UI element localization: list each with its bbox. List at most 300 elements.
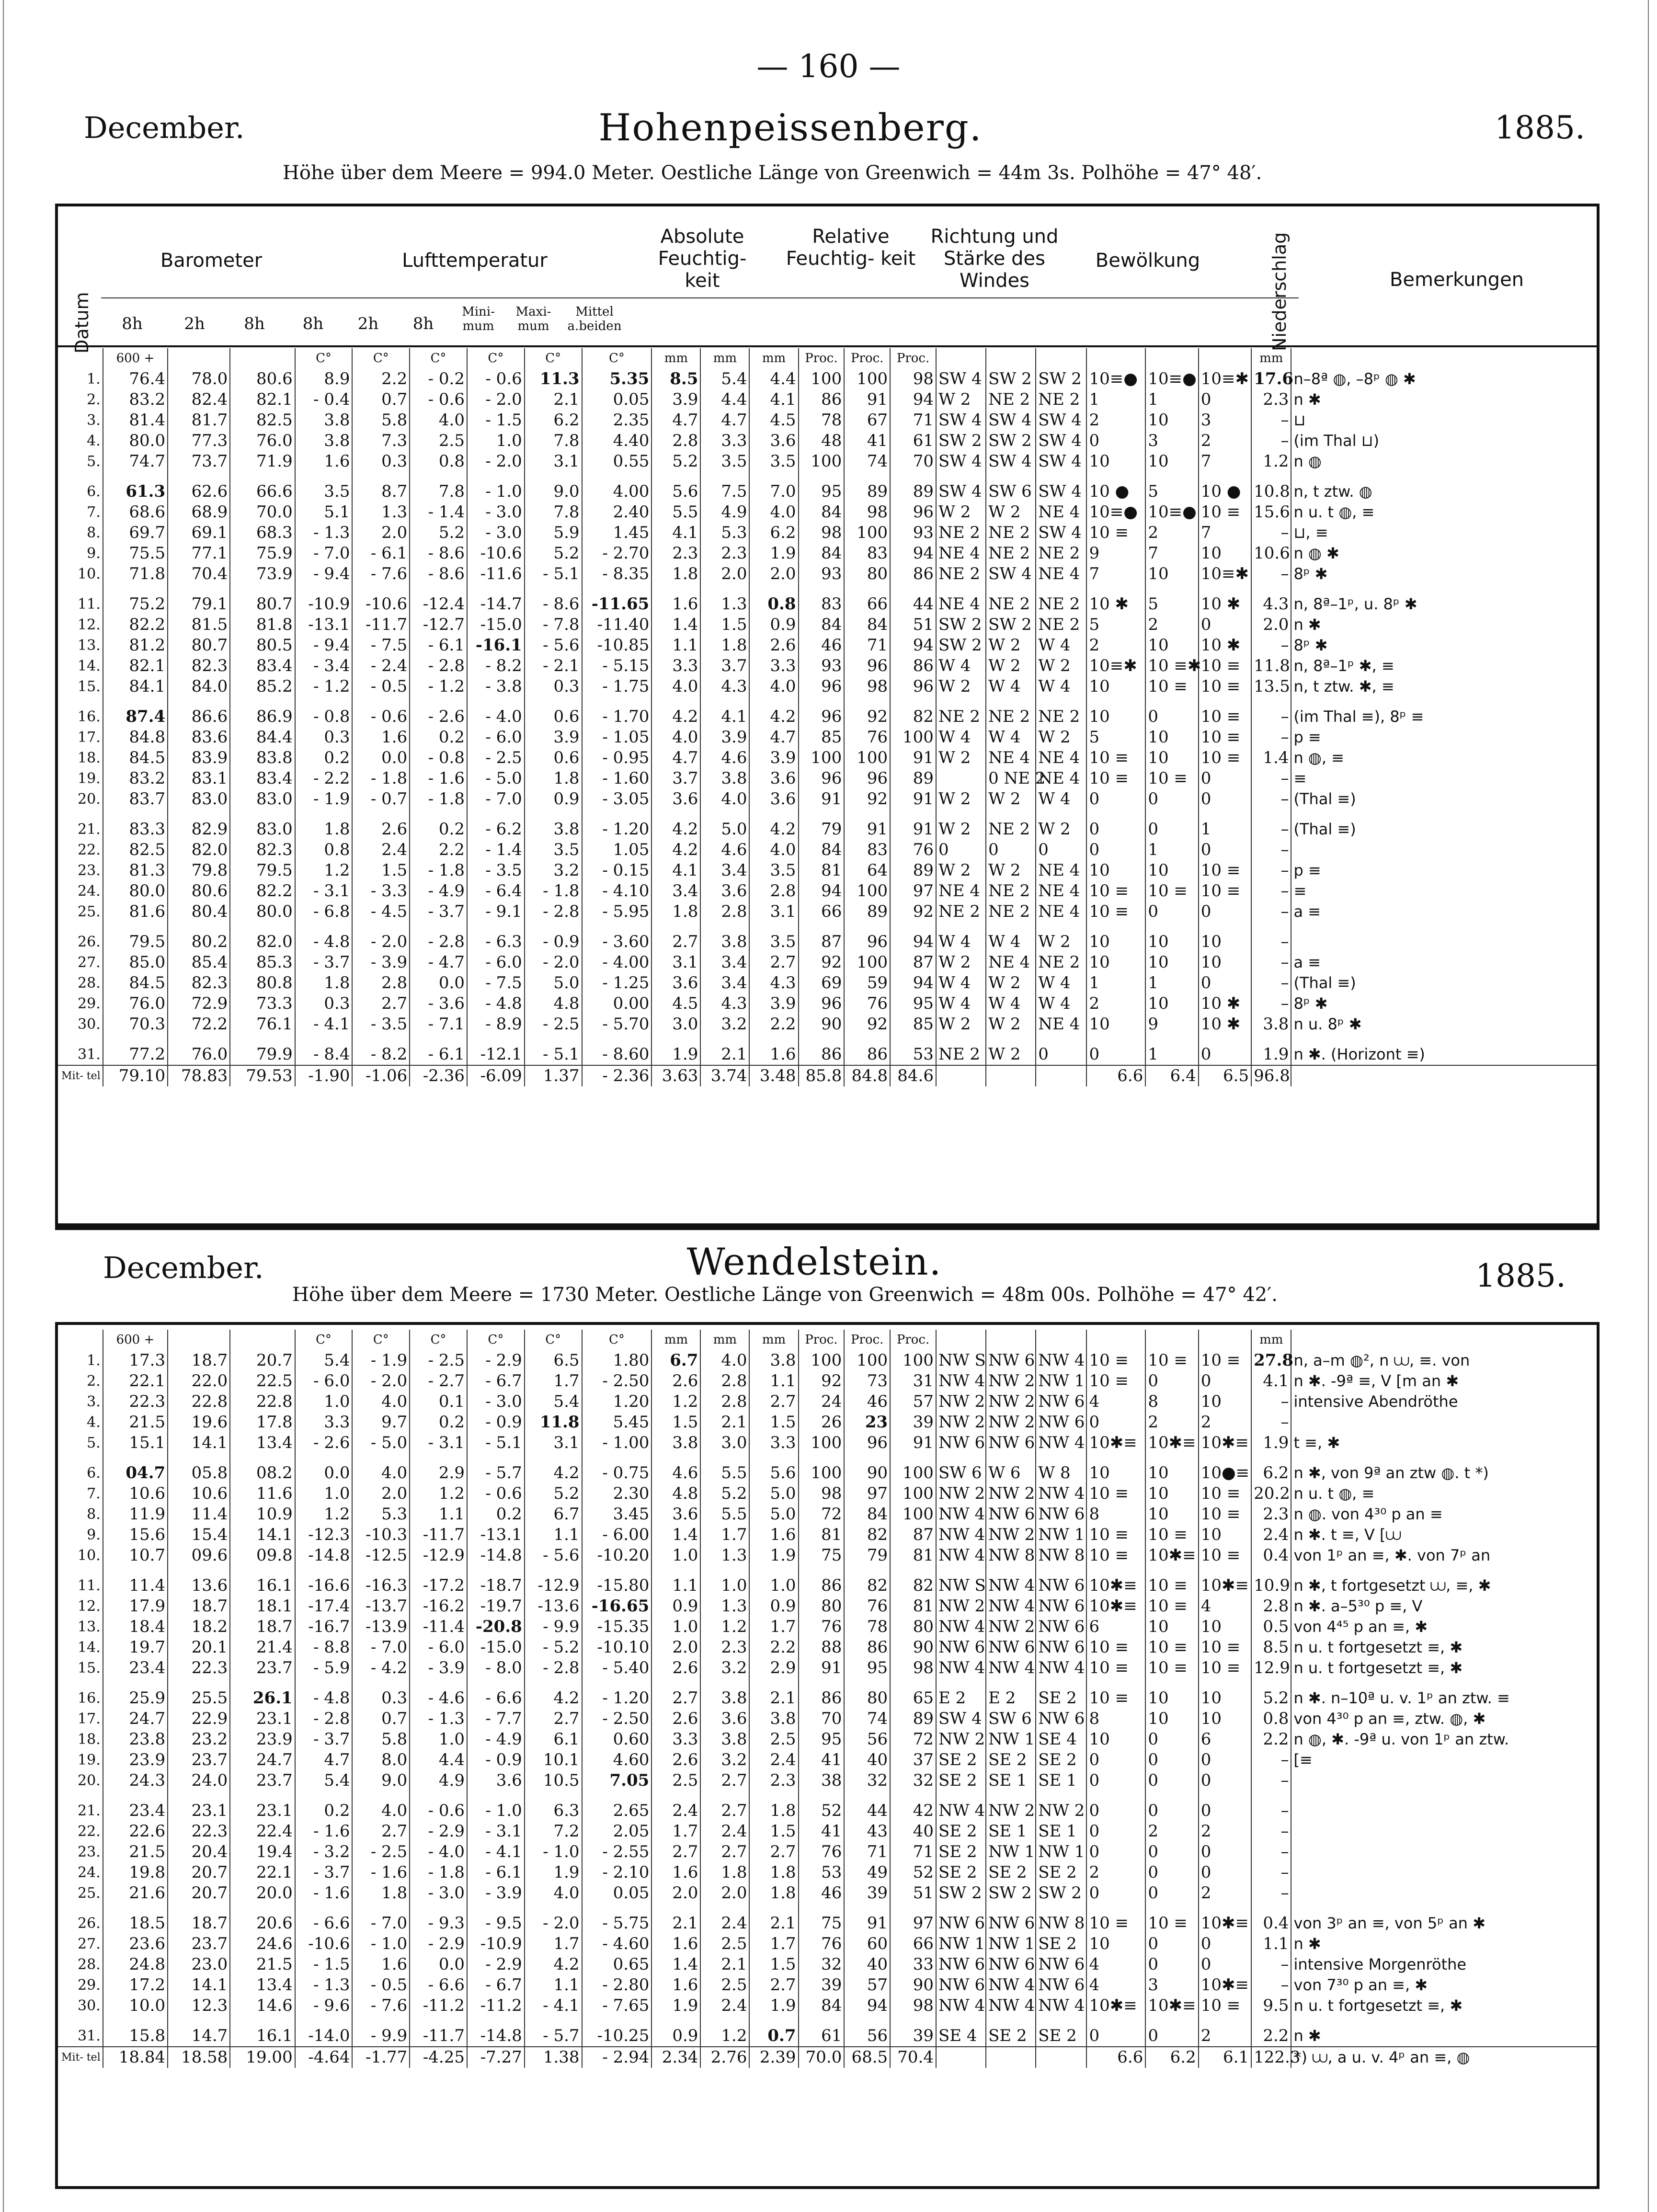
hp-cell-temp-max: 6.2 [525,410,582,431]
hp-cell-temp-max: 3.9 [525,727,582,748]
ws-cell-rel-2h: 43 [844,1821,890,1842]
ws-cell-rel-8h: 100 [799,1350,845,1371]
ws-cell-cloud-8h: 0 [1086,1821,1145,1842]
hp-cell-temp-min: - 4.8 [467,993,525,1014]
hp-cell-temp-8h2: - 2.6 [410,707,467,727]
ws-cell-niederschlag: 20.2 [1251,1483,1291,1504]
hp-unit-rel-8h2: Proc. [890,348,936,369]
ws-unit-cloud-8h [1086,1330,1145,1350]
hp-cell-abs-2h: 1.3 [700,594,749,615]
ws-cell-bemerkungen: n ✱, t fortgesetzt ⩊, ≡, ✱ [1291,1575,1597,1596]
ws-cell-temp-min: - 6.6 [467,1688,525,1709]
hp-cell-baro-8h2: 83.8 [230,748,295,768]
hp-cell-rel-8h: 84 [799,502,845,523]
ws-cell-niederschlag: 5.2 [1251,1688,1291,1709]
hp-cell-baro-2h: 83.6 [168,727,230,748]
ws-cell-baro-8h2: 23.9 [230,1729,295,1750]
ws-cell-bemerkungen [1291,1862,1597,1883]
hp-cell-datum: 23. [78,862,101,879]
hp-cell-rel-8h: 78 [799,410,845,431]
hp-cell-wind-2h: 0 [986,840,1036,860]
hp-cell-temp-8h2: - 4.9 [410,881,467,901]
hp-cell-wind-8h2: SW 4 [1036,431,1086,451]
hp-cell-rel-8h2: 100 [890,727,936,748]
hp-cell-bemerkungen: (im Thal ≡), 8ᵖ ≡ [1291,707,1597,727]
hp-cell-cloud-8h: 7 [1086,564,1145,584]
ws-cell-datum: 26. [78,1915,101,1932]
ws-cell-temp-2h: -13.7 [352,1596,410,1617]
hp-cell-abs-8h: 1.8 [651,901,700,922]
ws-cell-temp-mittel: - 2.80 [582,1975,652,1995]
hp-cell-temp-mittel: - 1.70 [582,707,652,727]
hp-cell-cloud-2h: 2 [1145,523,1198,543]
ws-cell-abs-8h: 2.7 [651,1842,700,1862]
hp-cell-rel-8h2: 96 [890,502,936,523]
hp-cell-abs-2h: 3.8 [700,768,749,789]
ws-cell-temp-8h2: -11.2 [410,1995,467,2016]
hp-cell-baro-8h2: 83.4 [230,656,295,676]
hp-cell-temp-2h: 2.6 [352,819,410,840]
ws-cell-baro-8h2: 21.4 [230,1637,295,1658]
ws-table-row [58,1412,1597,1433]
hp-cell-baro-8h: 75.5 [103,543,168,564]
ws-cell-niederschlag: – [1251,1862,1291,1883]
ws-cell-niederschlag: 6.2 [1251,1463,1291,1483]
ws-cell-temp-max: -13.6 [525,1596,582,1617]
hp-cell-cloud-8h: 2 [1086,410,1145,431]
ws-cell-cloud-8h2: 10 ≡ [1199,1658,1251,1678]
ws-cell-temp-min: -10.9 [467,1934,525,1954]
ws-cell-temp-8h: - 5.9 [295,1658,353,1678]
hp-cell-temp-max: - 7.8 [525,615,582,635]
ws-cell-baro-8h: 24.3 [103,1770,168,1791]
ws-cell-wind-8h2: SE 1 [1036,1770,1086,1791]
ws-cell-temp-max: 4.2 [525,1688,582,1709]
ws-cell-wind-8h: SE 4 [936,2026,986,2047]
hp-cell-wind-8h2: NE 4 [1036,564,1086,584]
hp-cell-abs-8h: 4.1 [651,523,700,543]
hp-cell-cloud-8h2: 10 ✱ [1199,594,1251,615]
ws-cell-temp-8h2: 0.1 [410,1391,467,1412]
ws-cell-cloud-8h2: 10 ≡ [1199,1545,1251,1566]
ws-cell-cloud-2h: 10 [1145,1483,1198,1504]
ws-cell-baro-8h: 15.6 [103,1525,168,1545]
hp-cell-temp-mittel: - 5.95 [582,901,652,922]
hp-cell-temp-mittel: - 0.15 [582,860,652,881]
hp-cell-abs-8h: 4.7 [651,410,700,431]
ws-cell-cloud-8h2: 2 [1199,2026,1251,2047]
ws-cell-datum: 13. [78,1619,101,1635]
hp-cell-abs-8h2: 3.3 [749,656,798,676]
ws-cell-abs-8h2: 1.5 [749,1954,798,1975]
ws-cell-temp-8h2: - 4.6 [410,1688,467,1709]
hp-cell-baro-8h: 75.2 [103,594,168,615]
hp-cell-abs-8h: 5.6 [651,481,700,502]
ws-cell-temp-2h: 0.7 [352,1709,410,1729]
hp-cell-baro-2h: 79.1 [168,594,230,615]
hp-cell-baro-2h: 82.4 [168,389,230,410]
ws-cell-baro-8h: 18.5 [103,1913,168,1934]
ws-mean-wind-2h [986,2047,1036,2068]
hp-cell-bemerkungen: n ✱. (Horizont ≡) [1291,1044,1597,1065]
hp-mean-rel-2h: 84.8 [844,1065,890,1086]
ws-cell-temp-max: 5.2 [525,1483,582,1504]
hp-table-row [58,789,1597,810]
hp-cell-baro-2h: 82.0 [168,840,230,860]
ws-cell-temp-8h: 1.0 [295,1391,353,1412]
ws-cell-wind-8h2: NW 6 [1036,1575,1086,1596]
hp-cell-cloud-2h: 10 [1145,932,1198,952]
hp-cell-rel-8h2: 82 [890,707,936,727]
hp-cell-niederschlag: – [1251,768,1291,789]
hp-cell-wind-8h2: NE 2 [1036,594,1086,615]
hp-cell-temp-8h2: 2.2 [410,840,467,860]
ws-cell-baro-2h: 05.8 [168,1463,230,1483]
hp-cell-temp-min: -16.1 [467,635,525,656]
ws-cell-rel-8h: 98 [799,1483,845,1504]
hp-cell-temp-max: 3.1 [525,451,582,472]
ws-cell-baro-2h: 22.3 [168,1821,230,1842]
hp-cell-baro-8h2: 79.5 [230,860,295,881]
hp-cell-wind-2h: NE 2 [986,707,1036,727]
ws-cell-niederschlag: – [1251,1883,1291,1904]
hp-cell-temp-2h: 8.7 [352,481,410,502]
hp-cell-temp-min: - 2.0 [467,451,525,472]
ws-cell-rel-2h: 56 [844,2026,890,2047]
ws-cell-datum: 8. [87,1506,101,1523]
station1-info: Höhe über dem Meere = 994.0 Meter. Oestliche Länge von Greenwich = 44m 3s. Polhöhe = 47° 48′. [283,162,1262,184]
ws-cell-baro-2h: 12.3 [168,1995,230,2016]
ws-cell-wind-8h: NW 4 [936,1504,986,1525]
ws-cell-cloud-8h: 4 [1086,1975,1145,1995]
ws-cell-rel-8h: 26 [799,1412,845,1433]
ws-cell-rel-8h: 80 [799,1596,845,1617]
ws-cell-cloud-8h2: 10✱≡ [1199,1975,1251,1995]
ws-cell-abs-8h: 1.4 [651,1954,700,1975]
hp-cell-abs-8h2: 4.2 [749,819,798,840]
hp-cell-abs-8h: 4.2 [651,840,700,860]
ws-cell-cloud-2h: 0 [1145,1862,1198,1883]
hp-table-row [58,748,1597,768]
ws-cell-temp-min: - 0.6 [467,1483,525,1504]
ws-cell-rel-8h2: 72 [890,1729,936,1750]
ws-mean-wind-8h [936,2047,986,2068]
hp-cell-rel-2h: 96 [844,656,890,676]
ws-cell-temp-max: 7.2 [525,1821,582,1842]
hp-mean-datum: Mit- tel [58,1065,103,1086]
hp-cell-wind-2h: SW 2 [986,615,1036,635]
hp-cell-abs-2h: 4.4 [700,389,749,410]
ws-cell-rel-8h: 86 [799,1575,845,1596]
hp-cell-abs-8h2: 0.8 [749,594,798,615]
ws-cell-wind-2h: NW 6 [986,1504,1036,1525]
hp-unit-baro-8h: 600 + [103,348,168,369]
hp-cell-temp-max: - 2.1 [525,656,582,676]
ws-cell-baro-8h: 19.8 [103,1862,168,1883]
ws-unit-rel-8h: Proc. [799,1330,845,1350]
ws-unit-baro-8h: 600 + [103,1330,168,1350]
ws-cell-cloud-8h2: 10 [1199,1391,1251,1412]
hp-table-row [58,431,1597,451]
hp-cell-cloud-2h: 10 [1145,451,1198,472]
hp-cell-temp-mittel: 4.40 [582,431,652,451]
hp-cell-rel-2h: 86 [844,1044,890,1065]
hp-cell-temp-8h2: 0.8 [410,451,467,472]
hp-cell-rel-8h2: 95 [890,993,936,1014]
ws-cell-abs-8h2: 2.5 [749,1729,798,1750]
ws-cell-cloud-8h: 0 [1086,1750,1145,1770]
hp-cell-niederschlag: – [1251,901,1291,922]
hp-cell-baro-8h2: 80.7 [230,594,295,615]
ws-cell-wind-8h: NW 2 [936,1483,986,1504]
ws-cell-temp-2h: - 1.6 [352,1862,410,1883]
hp-cell-rel-8h: 100 [799,748,845,768]
ws-unit-temp-max: C° [525,1330,582,1350]
ws-cell-temp-8h: 1.0 [295,1483,353,1504]
hp-cell-baro-8h2: 83.4 [230,768,295,789]
hp-cell-temp-8h2: - 3.7 [410,901,467,922]
hp-cell-temp-2h: - 2.4 [352,656,410,676]
ws-mean-baro-2h: 18.58 [168,2047,230,2068]
ws-cell-baro-8h: 18.4 [103,1617,168,1637]
ws-cell-baro-2h: 10.6 [168,1483,230,1504]
hp-cell-wind-8h: W 2 [936,860,986,881]
hp-cell-niederschlag: – [1251,881,1291,901]
ws-cell-niederschlag: 2.4 [1251,1525,1291,1545]
ws-cell-temp-8h: - 3.2 [295,1842,353,1862]
hp-cell-abs-8h: 2.8 [651,431,700,451]
ws-cell-wind-8h2: W 8 [1036,1463,1086,1483]
ws-cell-abs-8h: 2.0 [651,1883,700,1904]
hp-temp-8h2: 8h [412,314,434,333]
ws-cell-temp-8h: - 2.6 [295,1433,353,1453]
hp-cell-rel-8h: 96 [799,676,845,697]
hp-cell-temp-2h: - 6.1 [352,543,410,564]
ws-cell-temp-max: - 2.8 [525,1658,582,1678]
ws-cell-wind-2h: NW 8 [986,1545,1036,1566]
ws-cell-cloud-8h: 10✱≡ [1086,1575,1145,1596]
ws-cell-baro-2h: 23.2 [168,1729,230,1750]
hp-rel-feucht-header: Relative Feuchtig- keit [786,226,916,270]
ws-cell-temp-mittel: - 4.60 [582,1934,652,1954]
hp-cell-wind-2h: W 2 [986,1014,1036,1035]
ws-cell-rel-8h: 88 [799,1637,845,1658]
ws-cell-rel-8h: 61 [799,2026,845,2047]
hp-cell-cloud-2h: 0 [1145,789,1198,810]
hp-unit-temp-mittel: C° [582,348,652,369]
ws-cell-cloud-8h2: 0 [1199,1862,1251,1883]
ws-cell-temp-min: -19.7 [467,1596,525,1617]
ws-cell-rel-2h: 100 [844,1350,890,1371]
hp-table-row [58,451,1597,472]
ws-cell-datum: 17. [78,1710,101,1727]
ws-cell-temp-max: -12.9 [525,1575,582,1596]
station2-year: 1885. [1475,1257,1566,1294]
ws-cell-wind-8h: E 2 [936,1688,986,1709]
hp-table-row [58,768,1597,789]
hp-cell-rel-8h: 91 [799,789,845,810]
ws-cell-bemerkungen: von 7³⁰ p an ≡, ✱ [1291,1975,1597,1995]
hp-cell-temp-8h: - 3.4 [295,656,353,676]
ws-cell-abs-8h: 0.9 [651,2026,700,2047]
hp-cell-datum: 2. [87,391,101,408]
hp-cell-datum: 15. [78,678,101,695]
hp-cell-temp-8h2: - 3.6 [410,993,467,1014]
ws-cell-abs-8h: 2.5 [651,1770,700,1791]
ws-cell-temp-8h2: - 3.1 [410,1433,467,1453]
hp-cell-temp-8h2: - 1.8 [410,789,467,810]
hp-cell-cloud-8h2: 10 ✱ [1199,993,1251,1014]
hp-cell-cloud-2h: 10≡● [1145,369,1198,389]
hp-cell-cloud-2h: 10 [1145,860,1198,881]
ws-cell-wind-2h: NW 2 [986,1483,1036,1504]
hp-cell-wind-2h: NE 2 [986,901,1036,922]
ws-cell-abs-8h: 1.6 [651,1862,700,1883]
ws-cell-temp-mittel: 1.80 [582,1350,652,1371]
ws-cell-temp-mittel: -10.10 [582,1637,652,1658]
hp-mean-niederschlag: 96.8 [1251,1065,1291,1086]
ws-cell-rel-8h2: 32 [890,1770,936,1791]
hp-mean-temp-8h2: -2.36 [410,1065,467,1086]
hp-cell-temp-min: - 1.0 [467,481,525,502]
hp-cell-baro-8h: 71.8 [103,564,168,584]
hp-cell-bemerkungen: 8ᵖ ✱ [1291,635,1597,656]
ws-cell-cloud-2h: 0 [1145,2026,1198,2047]
ws-cell-baro-8h2: 14.6 [230,1995,295,2016]
ws-cell-rel-2h: 60 [844,1934,890,1954]
hp-cell-wind-8h: W 2 [936,389,986,410]
hp-table-row [58,1014,1597,1035]
hp-cell-wind-2h: W 4 [986,932,1036,952]
ws-cell-rel-2h: 91 [844,1913,890,1934]
hp-cell-rel-2h: 98 [844,502,890,523]
ws-cell-rel-8h2: 66 [890,1934,936,1954]
hp-cell-rel-8h2: 91 [890,819,936,840]
hp-cell-wind-2h: NE 2 [986,389,1036,410]
ws-cell-datum: 7. [87,1485,101,1502]
hp-cell-abs-2h: 3.4 [700,860,749,881]
ws-cell-wind-8h2: NW 1 [1036,1525,1086,1545]
ws-data-table-wrap [58,1330,1597,2068]
ws-cell-abs-8h: 3.3 [651,1729,700,1750]
hp-cell-wind-2h: 0 NE 2 [986,768,1036,789]
hp-cell-niederschlag: 1.9 [1251,1044,1291,1065]
hp-cell-niederschlag: – [1251,993,1291,1014]
hp-cell-datum: 10. [78,566,101,582]
hp-cell-rel-2h: 100 [844,523,890,543]
hp-cell-temp-min: 1.0 [467,431,525,451]
hp-cell-baro-2h: 79.8 [168,860,230,881]
hp-cell-cloud-8h: 10 ● [1086,481,1145,502]
hp-cell-baro-8h: 61.3 [103,481,168,502]
ws-cell-temp-2h: - 0.5 [352,1975,410,1995]
hp-cell-bemerkungen: a ≡ [1291,952,1597,973]
hp-cell-temp-8h2: - 2.8 [410,656,467,676]
ws-cell-wind-8h: NW 4 [936,1801,986,1821]
hp-cell-temp-min: - 9.1 [467,901,525,922]
ws-cell-abs-8h2: 2.3 [749,1770,798,1791]
ws-cell-temp-8h: 0.0 [295,1463,353,1483]
hp-cell-abs-8h2: 4.4 [749,369,798,389]
hp-table-row [58,1044,1597,1065]
ws-cell-temp-max: - 5.2 [525,1637,582,1658]
ws-cell-abs-8h: 2.6 [651,1709,700,1729]
ws-cell-temp-2h: 1.6 [352,1954,410,1975]
hp-cell-bemerkungen: n, 8ª–1ᵖ ✱, ≡ [1291,656,1597,676]
ws-mean-rel-2h: 68.5 [844,2047,890,2068]
hp-cell-datum: 17. [78,729,101,746]
ws-cell-rel-8h: 24 [799,1391,845,1412]
hp-cell-cloud-8h: 10 ✱ [1086,594,1145,615]
hp-cell-rel-8h: 98 [799,523,845,543]
hp-cell-wind-8h2: SW 4 [1036,410,1086,431]
ws-cell-wind-2h: E 2 [986,1688,1036,1709]
ws-cell-baro-2h: 11.4 [168,1504,230,1525]
ws-cell-cloud-2h: 10✱≡ [1145,1995,1198,2016]
ws-cell-baro-8h2: 23.1 [230,1709,295,1729]
hp-cell-temp-min: - 6.3 [467,932,525,952]
ws-cell-datum: 20. [78,1772,101,1789]
ws-cell-datum: 19. [78,1752,101,1768]
ws-cell-rel-8h: 76 [799,1934,845,1954]
hp-cell-wind-8h2: SW 4 [1036,481,1086,502]
ws-cell-rel-2h: 96 [844,1433,890,1453]
hp-cell-wind-2h: W 4 [986,727,1036,748]
ws-cell-temp-8h: - 8.8 [295,1637,353,1658]
ws-table-row [58,1975,1597,1995]
hp-cell-rel-8h: 84 [799,615,845,635]
ws-cell-abs-8h: 2.6 [651,1658,700,1678]
ws-cell-niederschlag: 2.2 [1251,2026,1291,2047]
hp-unit-niederschlag: mm [1251,348,1291,369]
ws-cell-baro-2h: 24.0 [168,1770,230,1791]
hp-cell-rel-8h: 66 [799,901,845,922]
hp-cell-temp-mittel: 2.40 [582,502,652,523]
hp-cell-baro-8h: 81.6 [103,901,168,922]
ws-cell-wind-8h2: NW 6 [1036,1412,1086,1433]
hp-cell-wind-2h: NE 4 [986,748,1036,768]
ws-cell-rel-8h2: 89 [890,1709,936,1729]
ws-cell-temp-8h2: - 6.0 [410,1637,467,1658]
ws-cell-niederschlag: 1.9 [1251,1433,1291,1453]
hp-cell-temp-min: -10.6 [467,543,525,564]
ws-cell-temp-max: 4.0 [525,1883,582,1904]
hp-cell-cloud-8h2: 10 ≡ [1199,502,1251,523]
ws-cell-temp-mittel: - 1.00 [582,1433,652,1453]
hp-cell-bemerkungen: n ◍ ✱ [1291,543,1597,564]
ws-cell-temp-max: - 4.1 [525,1995,582,2016]
ws-cell-temp-mittel: 0.65 [582,1954,652,1975]
hp-cell-wind-8h: W 2 [936,1014,986,1035]
hp-cell-temp-mittel: 0.55 [582,451,652,472]
hp-cell-abs-8h: 1.4 [651,615,700,635]
ws-mean-cloud-8h: 6.6 [1086,2047,1145,2068]
hp-cell-abs-8h2: 6.2 [749,523,798,543]
ws-table-row [58,1842,1597,1862]
ws-cell-abs-2h: 2.7 [700,1801,749,1821]
hp-cell-temp-8h2: -12.7 [410,615,467,635]
hp-cell-wind-8h2: NE 4 [1036,860,1086,881]
hp-cell-baro-8h2: 76.1 [230,1014,295,1035]
hp-cell-rel-8h: 86 [799,1044,845,1065]
hp-cell-temp-8h: 8.9 [295,369,353,389]
hp-cell-cloud-2h: 5 [1145,594,1198,615]
hp-cell-temp-8h: - 6.8 [295,901,353,922]
hp-cell-abs-8h2: 7.0 [749,481,798,502]
ws-cell-cloud-2h: 10 [1145,1504,1198,1525]
ws-cell-bemerkungen [1291,1883,1597,1904]
ws-cell-temp-8h2: 0.2 [410,1412,467,1433]
